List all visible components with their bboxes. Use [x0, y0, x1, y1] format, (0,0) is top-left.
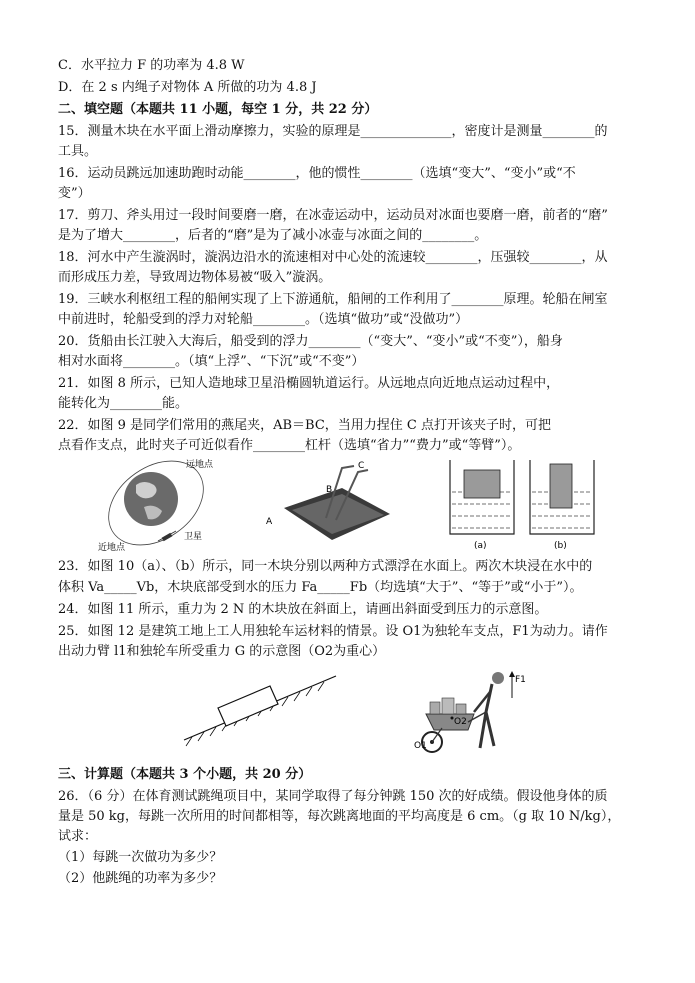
option-c: C．水平拉力 F 的功率为 4.8 W [58, 58, 245, 73]
block-a [464, 470, 500, 498]
question-16-cont: 变”） [58, 186, 91, 201]
question-26-part-1: （1）每跳一次做功为多少？ [58, 850, 223, 865]
figure-11-block-on-incline [178, 668, 343, 748]
question-26-cont-2: 试求： [58, 829, 98, 844]
near-point-label: 近地点 [98, 543, 126, 553]
point-c-label: C [358, 461, 365, 471]
worker-head [492, 672, 504, 684]
question-16: 16．运动员跳远加速助跑时动能________，他的惯性________（选填“变大”、“变小”或“不 [58, 166, 576, 181]
question-21-cont: 能转化为________能。 [58, 396, 189, 411]
question-18-cont: 而形成压力差，导致周边物体易被“吸入”漩涡。 [58, 270, 332, 285]
question-19-cont: 中前进时，轮船受到的浮力对轮船________。（选填“做功”或“没做功”） [58, 312, 469, 327]
beaker-b [530, 460, 594, 534]
question-23: 23．如图 10（a）、（b）所示，同一木块分别以两种方式漂浮在水面上。两次木块浸在水中的 [58, 559, 593, 574]
question-23-cont: 体积 Va_____Vb，木块底部受到水的压力 Fa_____Fb（均选填“大于”、“等于”或“小于”）。 [58, 580, 583, 595]
question-25: 25．如图 12 是建筑工地上工人用独轮车运材料的情景。设 O1为独轮车支点，F1为动力。请作 [58, 624, 608, 639]
satellite-label: 卫星 [184, 532, 203, 542]
question-24: 24．如图 11 所示，重力为 2 N 的木块放在斜面上，请画出斜面受到压力的示意图。 [58, 602, 548, 617]
figure-9-binder-clip [262, 458, 412, 550]
question-17: 17．剪刀、斧头用过一段时间要磨一磨，在冰壶运动中，运动员对冰面也要磨一磨，前者的“磨” [58, 208, 608, 223]
question-26-cont-1: 量是 50 kg，每跳一次所用的时间都相等，每次跳离地面的平均高度是 6 cm。（g 取 10 N/kg）， [58, 809, 621, 824]
question-17-cont: 是为了增大________，后者的“磨”是为了减小冰壶与冰面之间的________。 [58, 228, 488, 243]
f1-label: F1 [515, 675, 526, 685]
figure-8-satellite-orbit [96, 455, 216, 555]
question-15: 15．测量木块在水平面上滑动摩擦力，实验的原理是______________，密度计是测量________的 [58, 124, 608, 139]
question-21: 21．如图 8 所示，已知人造地球卫星沿椭圆轨道运行。从远地点向近地点运动过程中， [58, 376, 560, 391]
question-20-cont: 相对水面将________。（填“上浮”、“下沉”或“不变”） [58, 354, 365, 369]
o2-label: O2 [454, 717, 467, 727]
caption-a: (a) [474, 541, 487, 551]
question-20: 20．货船由长江驶入大海后，船受到的浮力________（“变大”、“变小”或“不变”），船身 [58, 334, 563, 349]
figure-10-floating-blocks [444, 456, 604, 552]
beaker-a [450, 460, 514, 534]
wooden-block [218, 686, 278, 726]
question-26-part-2: （2）他跳绳的功率为多少？ [58, 871, 223, 886]
caption-b: (b) [554, 541, 567, 551]
question-18: 18．河水中产生漩涡时，漩涡边沿水的流速相对中心处的流速较________，压强较________，从 [58, 250, 608, 265]
far-point-label: 远地点 [186, 460, 214, 470]
option-d: D．在 2 s 内绳子对物体 A 所做的功为 4.8 J [58, 80, 317, 95]
brick-stack [430, 702, 440, 714]
point-a-label: A [266, 517, 273, 527]
section-title-calculation: 三、计算题（本题共 3 个小题，共 20 分） [58, 767, 312, 782]
question-25-cont: 出动力臂 l1和独轮车所受重力 G 的示意图（O2为重心） [58, 644, 386, 659]
point-b-label: B [326, 485, 333, 495]
question-19: 19．三峡水利枢纽工程的船闸实现了上下游通航，船闸的工作利用了________原理。轮船在闸室 [58, 292, 608, 307]
section-title-fill-in: 二、填空题（本题共 11 小题，每空 1 分，共 22 分） [58, 102, 378, 117]
figure-12-wheelbarrow [412, 668, 530, 758]
question-26: 26．（6 分）在体育测试跳绳项目中，某同学取得了每分钟跳 150 次的好成绩。假设他身体的质 [58, 789, 608, 804]
question-22: 22．如图 9 是同学们常用的燕尾夹，AB＝BC，当用力捏住 C 点打开该夹子时，可把 [58, 418, 551, 433]
worker-body [480, 684, 494, 748]
question-15-cont: 工具。 [58, 144, 98, 159]
o1-label: O1 [414, 741, 427, 751]
question-22-cont: 点看作支点，此时夹子可近似看作________杠杆（选填“省力”“费力”或“等臂”）。 [58, 438, 521, 453]
block-b [550, 464, 572, 508]
